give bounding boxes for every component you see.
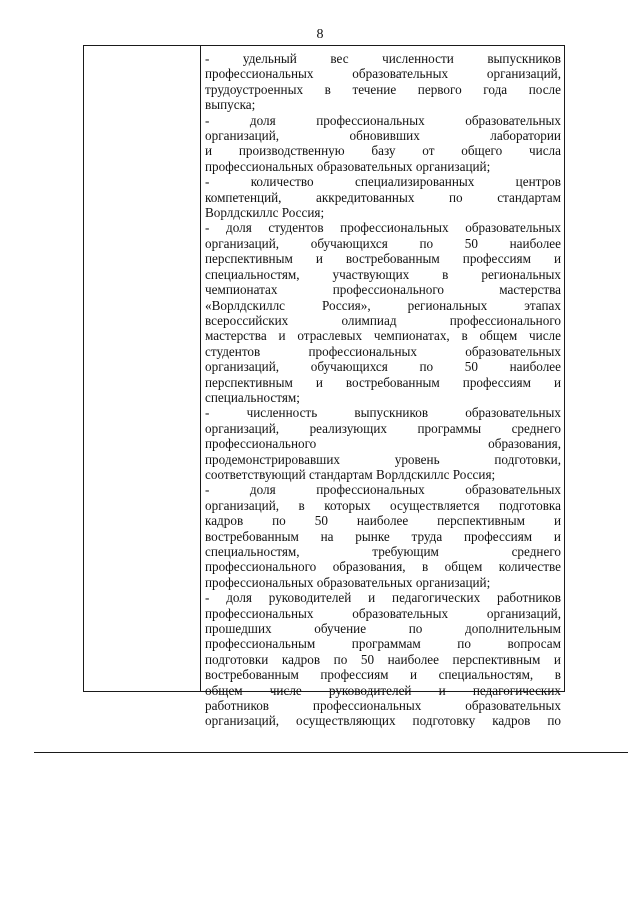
text-line: организаций, осуществляющих подготовку кадров по	[205, 713, 561, 729]
text-line: профессионального образования, в общем количестве	[205, 559, 561, 575]
text-line: компетенций, аккредитованных по стандартам	[205, 189, 561, 205]
text-line: специальностям;	[205, 389, 300, 405]
text-line: профессионального образования,	[205, 436, 561, 452]
text-line: студентов профессиональных образовательных	[205, 343, 561, 359]
text-line: работников профессиональных образовательных	[205, 698, 561, 714]
table-right-cell	[205, 51, 561, 729]
text-line: организаций, реализующих программы среднего	[205, 420, 561, 436]
text-line: чемпионатах профессионального мастерства	[205, 282, 561, 298]
indicator-updated-laboratories	[205, 113, 561, 175]
text-line: профессиональным программам по вопросам	[205, 636, 561, 652]
text-line: организаций, обучающихся по 50 наиболее	[205, 359, 561, 375]
text-line: - доля руководителей и педагогических работников	[205, 590, 561, 606]
text-line: организаций, в которых осуществляется подготовка	[205, 497, 561, 513]
bottom-divider	[34, 752, 628, 753]
text-line: специальностям, требующим среднего	[205, 544, 561, 559]
text-line: организаций, обновивших лаборатории	[205, 128, 561, 144]
text-line: профессиональных образовательных организаций,	[205, 605, 561, 621]
text-line: подготовки кадров по 50 наиболее перспективным и	[205, 651, 561, 667]
text-line: «Ворлдскиллс Россия», региональных этапах	[205, 297, 561, 313]
table-left-cell	[84, 46, 201, 691]
text-line: профессиональных образовательных организаций,	[205, 66, 561, 82]
text-line: востребованным профессиям и специальностям, в	[205, 667, 561, 683]
text-line: мастерства и отраслевых чемпионатах, в общем числе	[205, 328, 561, 344]
text-line: - удельный вес численности выпускников	[205, 51, 561, 66]
indicator-organizations-top50-training	[205, 482, 561, 590]
indicator-staff-training	[205, 590, 561, 729]
text-line: общем числе руководителей и педагогических	[205, 682, 561, 698]
indicator-graduates-worldskills-level	[205, 405, 561, 482]
text-line: трудоустроенных в течение первого года после	[205, 81, 561, 97]
text-line: всероссийских олимпиад профессионального	[205, 312, 561, 328]
text-line: - численность выпускников образовательных	[205, 405, 561, 421]
text-line: - количество специализированных центров	[205, 174, 561, 190]
text-line: специальностям, участвующих в региональных	[205, 266, 561, 282]
text-line: перспективным и востребованным профессиям и	[205, 374, 561, 390]
text-line: профессиональных образовательных организаций;	[205, 574, 491, 590]
text-line: выпуска;	[205, 97, 256, 113]
text-line: - доля профессиональных образовательных	[205, 482, 561, 498]
indicator-graduates-employed	[205, 51, 561, 113]
text-line: - доля студентов профессиональных образовательных	[205, 220, 561, 236]
text-line: и производственную базу от общего числа	[205, 143, 561, 159]
text-line: профессиональных образовательных организаций;	[205, 158, 491, 174]
text-line: соответствующий стандартам Ворлдскиллс Россия;	[205, 466, 496, 482]
text-line: продемонстрировавших уровень подготовки,	[205, 451, 561, 467]
text-line: востребованным на рынке труда профессиям и	[205, 528, 561, 544]
text-line: организаций, обучающихся по 50 наиболее	[205, 235, 561, 251]
text-line: прошедших обучение по дополнительным	[205, 621, 561, 637]
text-line: кадров по 50 наиболее перспективным и	[205, 513, 561, 529]
text-line: перспективным и востребованным профессиям и	[205, 251, 561, 267]
indicator-students-championships	[205, 220, 561, 405]
indicators-table	[83, 45, 565, 729]
indicator-competence-centers	[205, 174, 561, 220]
page-number: 8	[316, 27, 324, 42]
text-line: - доля профессиональных образовательных	[205, 112, 561, 128]
text-line: Ворлдскиллс Россия;	[205, 205, 325, 221]
